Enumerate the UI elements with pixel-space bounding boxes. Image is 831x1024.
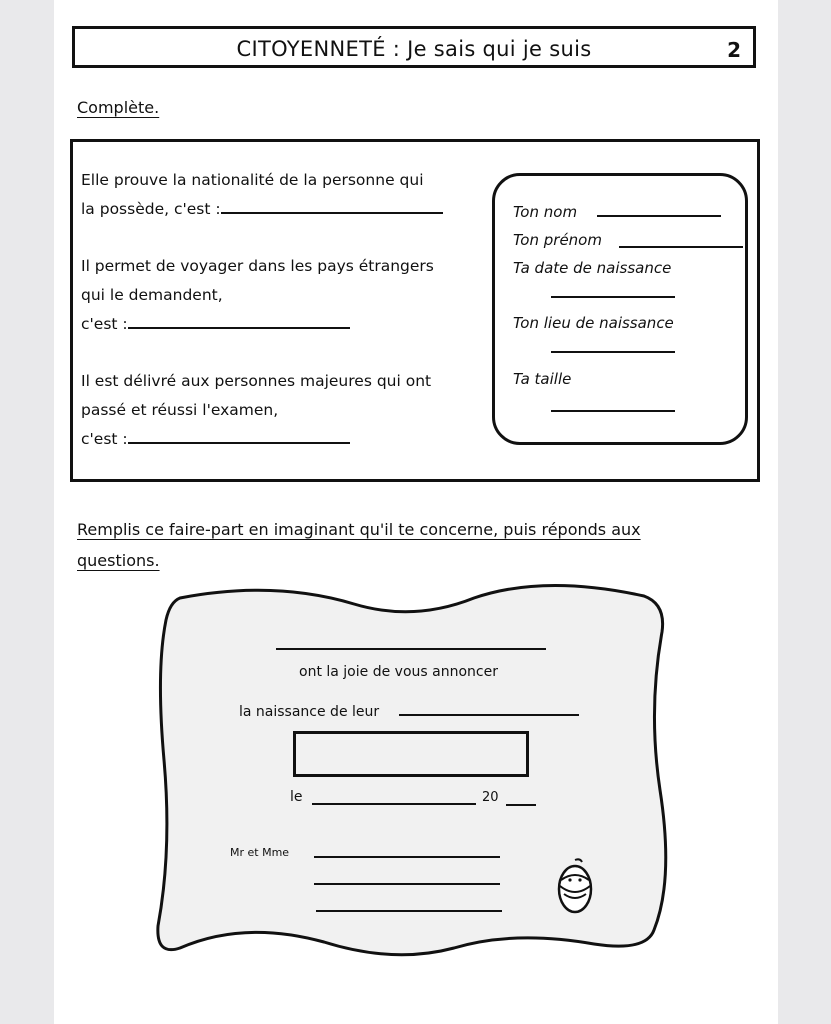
- page-number: 2: [727, 38, 741, 62]
- title-box: [72, 26, 756, 68]
- question-1-prompt: la possède, c'est :: [81, 200, 221, 218]
- instruction-faire-part: [77, 514, 641, 576]
- question-2-line-1: Il permet de voyager dans les pays étrangers: [81, 257, 434, 275]
- id-taille-line[interactable]: [551, 410, 675, 412]
- answer-line-2[interactable]: [128, 326, 350, 329]
- id-date-label: Ta date de naissance: [513, 259, 672, 277]
- announcement-line-2: la naissance de leur: [239, 704, 380, 720]
- announcement-line-1: ont la joie de vous annoncer: [299, 664, 498, 680]
- year-prefix: 20: [482, 790, 499, 805]
- question-2-line-3: [81, 310, 350, 339]
- instruction-faire-part-line-1: Remplis ce faire-part en imaginant qu'il te concerne, puis réponds aux: [77, 520, 641, 539]
- id-lieu-line[interactable]: [551, 351, 675, 353]
- question-2-prompt: c'est :: [81, 315, 128, 333]
- parents-label: Mr et Mme: [230, 846, 290, 859]
- answer-line-1[interactable]: [221, 211, 443, 214]
- parents-line-2[interactable]: [314, 883, 500, 885]
- id-taille-label: Ta taille: [513, 370, 572, 388]
- question-3-line-3: [81, 425, 350, 454]
- parents-line-1[interactable]: [314, 856, 500, 858]
- worksheet-page: [54, 0, 778, 1024]
- question-3-prompt: c'est :: [81, 430, 128, 448]
- question-3-line-2: passé et réussi l'examen,: [81, 401, 279, 419]
- question-3-line-1: Il est délivré aux personnes majeures qui ont: [81, 372, 432, 390]
- year-line[interactable]: [506, 804, 536, 806]
- date-line[interactable]: [312, 803, 476, 805]
- baby-icon: [552, 856, 598, 916]
- parents-line-3[interactable]: [316, 910, 502, 912]
- page-title: CITOYENNETÉ : Je sais qui je suis: [236, 37, 592, 61]
- instruction-complete: Complète.: [77, 98, 160, 117]
- id-date-line[interactable]: [551, 296, 675, 298]
- id-prenom-line[interactable]: [619, 246, 743, 248]
- id-nom-line[interactable]: [597, 215, 721, 217]
- child-type-line[interactable]: [399, 714, 579, 716]
- instruction-faire-part-line-2: questions.: [77, 551, 160, 570]
- id-prenom-label: Ton prénom: [513, 231, 602, 249]
- date-prefix: le: [290, 789, 303, 805]
- question-2-line-2: qui le demandent,: [81, 286, 223, 304]
- id-nom-label: Ton nom: [513, 203, 578, 221]
- identity-card: [492, 173, 748, 445]
- child-name-box[interactable]: [293, 731, 529, 777]
- parents-names-line[interactable]: [276, 648, 546, 650]
- question-1-line-2: [81, 195, 443, 224]
- question-1-line-1: Elle prouve la nationalité de la personne qui: [81, 171, 424, 189]
- id-lieu-label: Ton lieu de naissance: [513, 314, 674, 332]
- answer-line-3[interactable]: [128, 441, 350, 444]
